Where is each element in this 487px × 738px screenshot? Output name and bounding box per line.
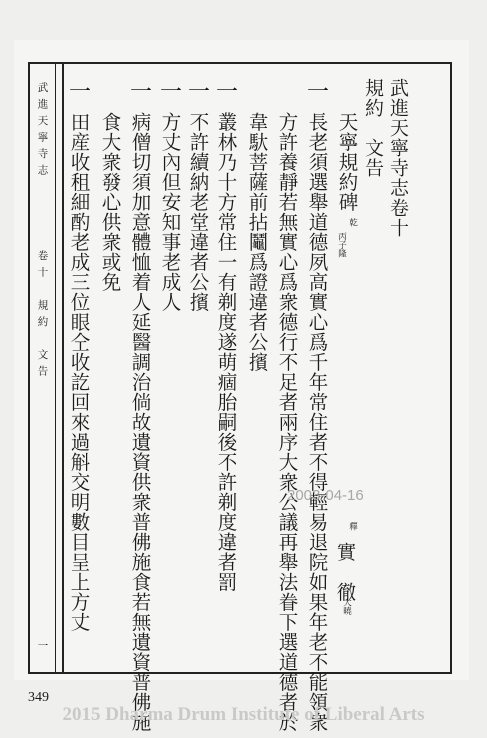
margin-rule-right [62,63,64,673]
rule-marker: 一 [69,80,92,105]
author-prefix: 釋 [347,522,358,531]
book-title: 武進天寧寺志卷十 [387,78,409,238]
body-line: 食大衆發心供衆或免 [98,112,122,292]
heading-note-b: 丙子隆 [336,232,347,258]
body-line: 方許養靜若無實心爲衆德行不足者兩序大衆公議再舉法眷下選道德者於 [275,112,299,732]
heading-note-a: 乾 [347,218,358,227]
rule-marker: 一 [160,80,183,105]
rule-marker: 一 [130,80,153,105]
body-line: 不許續納老堂違者公擯 [186,112,210,312]
body-line: 韋馱菩薩前拈鬮爲證違者公擯 [245,112,269,372]
margin-rule-left [55,63,56,673]
article-heading: 天寧規約碑 [335,112,359,212]
margin-chapter: 卷十 規約 文告 [36,250,49,382]
body-line: 田産收租細酌老成三位眼仝收訖回來過斛交明數目呈上方丈 [67,112,91,632]
body-line: 叢林乃十方常住一有剃度遂萌痼胎嗣後不許剃度違者罰 [214,112,238,592]
rule-marker: 一 [307,80,330,105]
body-line: 長老須選舉道德夙高實心爲千年常住者不得輕易退院如果年老不能領衆 [305,112,329,732]
page-number: 349 [28,690,49,705]
body-line: 方丈內但安知事老成人 [158,112,182,312]
author-name: 實 徹 [333,542,357,602]
margin-mark: 一 [36,640,49,657]
section-title: 規約 文告 [362,78,384,178]
author-style: 大曉 [341,598,352,615]
rule-marker: 一 [216,80,239,105]
rule-marker: 一 [188,80,211,105]
footer-watermark: 2015 Dharma Drum Institute of Liberal Arts [62,704,425,725]
margin-title: 武進天寧寺志 [36,82,49,181]
date-stamp: 2003-04-16 [287,487,364,504]
body-line: 病僧切須加意體恤着人延醫調治倘故遺資供衆普佛施食若無遺資普佛施 [128,112,152,732]
